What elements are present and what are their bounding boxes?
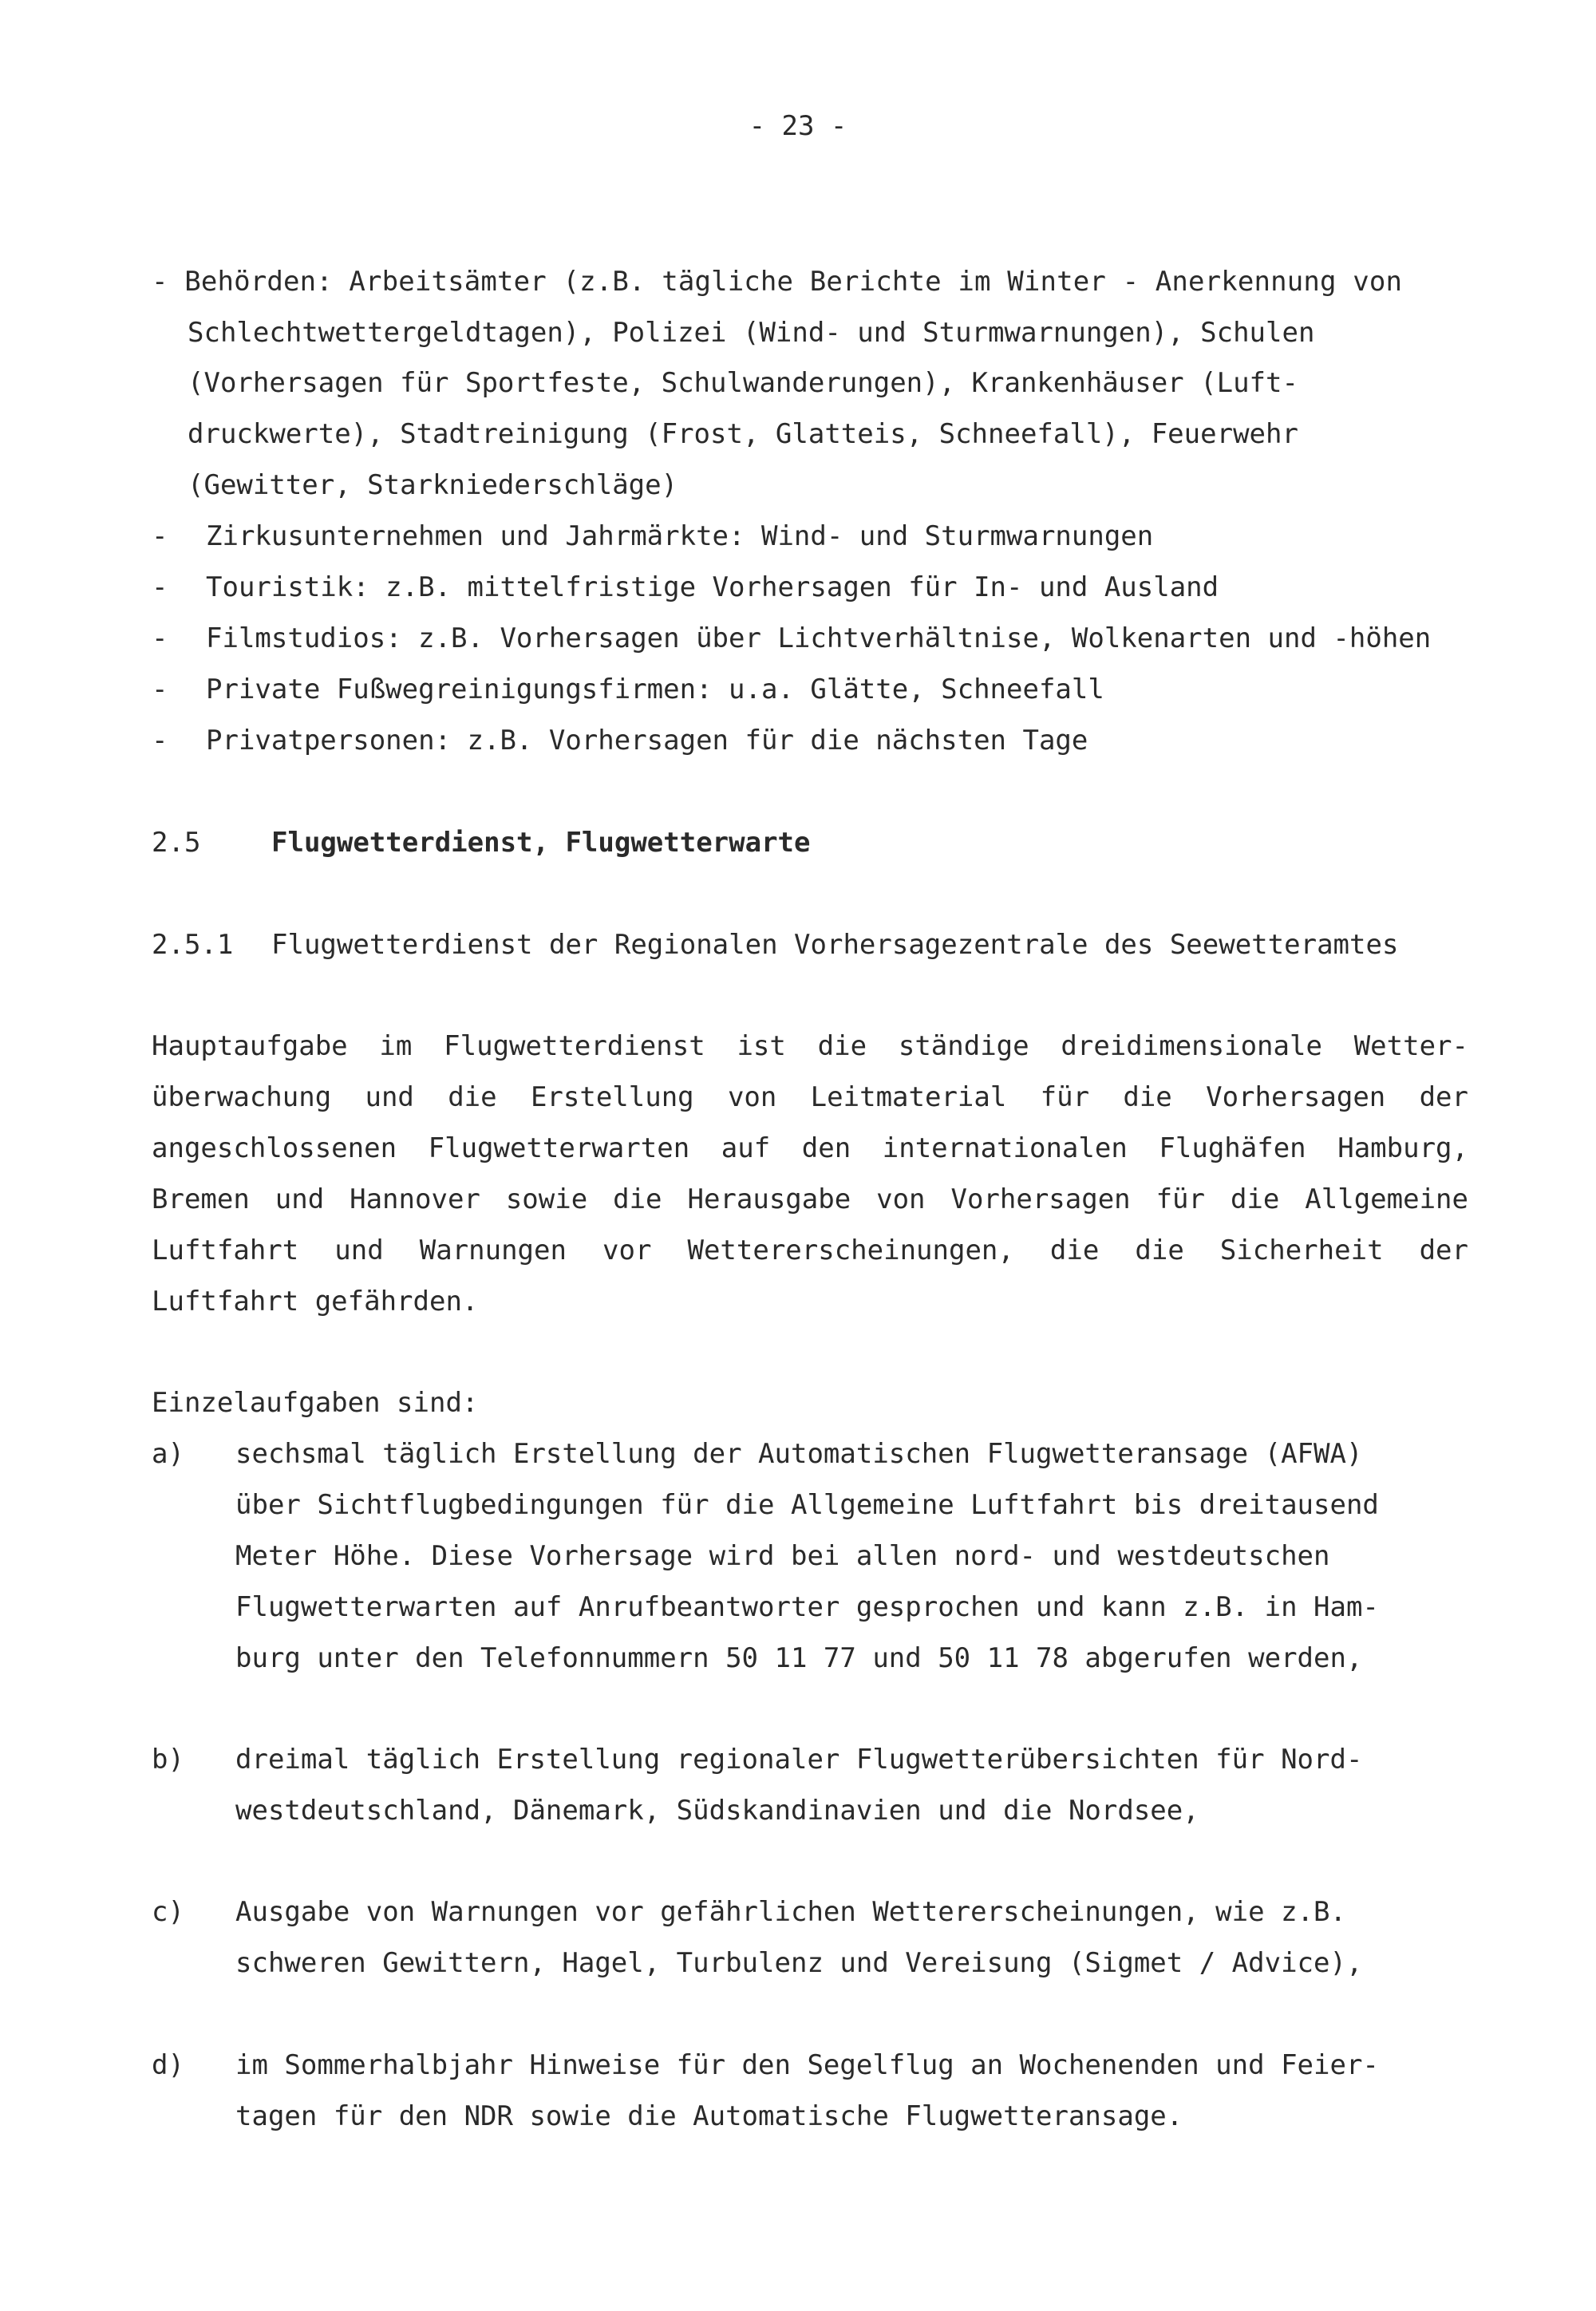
list-dash: - xyxy=(152,520,168,552)
task-line: im Sommerhalbjahr Hinweise für den Segelflug an Wochenenden und Feier- xyxy=(235,2049,1379,2081)
list-item-line: druckwerte), Stadtreinigung (Frost, Glatteis, Schneefall), Feuerwehr xyxy=(188,418,1298,450)
task-label: d) xyxy=(152,2049,184,2081)
task-line: Flugwetterwarten auf Anrufbeantworter gesprochen und kann z.B. in Ham- xyxy=(235,1591,1379,1623)
section-number: 2.5.1 xyxy=(152,929,234,961)
list-dash: - xyxy=(152,571,168,603)
task-line: über Sichtflugbedingungen für die Allgemeine Luftfahrt bis dreitausend xyxy=(235,1489,1379,1521)
section-title: Flugwetterdienst der Regionalen Vorhersagezentrale des Seewetteramtes xyxy=(271,929,1399,961)
list-item-line: - Behörden: Arbeitsämter (z.B. tägliche Berichte im Winter - Anerkennung von xyxy=(152,266,1403,298)
list-item-text: Private Fußwegreinigungsfirmen: u.a. Glätte, Schneefall xyxy=(206,674,1104,705)
task-label: b) xyxy=(152,1744,184,1776)
list-item-line: (Gewitter, Starkniederschläge) xyxy=(188,469,678,501)
list-dash: - xyxy=(152,674,168,705)
task-line: westdeutschland, Dänemark, Südskandinavien und die Nordsee, xyxy=(235,1795,1199,1827)
task-line: burg unter den Telefonnummern 50 11 77 und 50 11 78 abgerufen werden, xyxy=(235,1642,1363,1674)
task-line: dreimal täglich Erstellung regionaler Flugwetterübersichten für Nord- xyxy=(235,1744,1363,1776)
paragraph-line: Hauptaufgabe im Flugwetterdienst ist die ständige dreidimensionale Wetter- xyxy=(152,1030,1468,1062)
list-item-text: Filmstudios: z.B. Vorhersagen über Lichtverhältnise, Wolkenarten und -höhen xyxy=(206,622,1432,654)
list-item-line: (Vorhersagen für Sportfeste, Schulwanderungen), Krankenhäuser (Luft- xyxy=(188,367,1298,399)
list-dash: - xyxy=(152,622,168,654)
paragraph-line: Bremen und Hannover sowie die Herausgabe von Vorhersagen für die Allgemeine xyxy=(152,1183,1468,1215)
list-item-text: Zirkusunternehmen und Jahrmärkte: Wind- und Sturmwarnungen xyxy=(206,520,1154,552)
task-label: a) xyxy=(152,1438,184,1470)
tasks-heading: Einzelaufgaben sind: xyxy=(152,1387,479,1419)
list-item-text: Privatpersonen: z.B. Vorhersagen für die nächsten Tage xyxy=(206,725,1088,757)
task-line: schweren Gewittern, Hagel, Turbulenz und Vereisung (Sigmet / Advice), xyxy=(235,1947,1363,1979)
list-item-text: Touristik: z.B. mittelfristige Vorhersagen für In- und Ausland xyxy=(206,571,1219,603)
paragraph-line: Luftfahrt gefährden. xyxy=(152,1286,479,1317)
task-line: tagen für den NDR sowie die Automatische Flugwetteransage. xyxy=(235,2100,1183,2132)
task-label: c) xyxy=(152,1896,184,1928)
paragraph-line: angeschlossenen Flugwetterwarten auf den internationalen Flughäfen Hamburg, xyxy=(152,1132,1468,1164)
task-line: Meter Höhe. Diese Vorhersage wird bei allen nord- und westdeutschen xyxy=(235,1540,1330,1572)
section-number: 2.5 xyxy=(152,827,201,859)
list-item-line: Schlechtwettergeldtagen), Polizei (Wind- und Sturmwarnungen), Schulen xyxy=(188,317,1315,349)
list-dash: - xyxy=(152,725,168,757)
task-line: Ausgabe von Warnungen vor gefährlichen Wettererscheinungen, wie z.B. xyxy=(235,1896,1346,1928)
paragraph-line: überwachung und die Erstellung von Leitmaterial für die Vorhersagen der xyxy=(152,1081,1468,1113)
paragraph-line: Luftfahrt und Warnungen vor Wettererscheinungen, die die Sicherheit der xyxy=(152,1235,1468,1266)
page-number: - 23 - xyxy=(749,110,847,142)
section-title: Flugwetterdienst, Flugwetterwarte xyxy=(271,827,811,859)
task-line: sechsmal täglich Erstellung der Automatischen Flugwetteransage (AFWA) xyxy=(235,1438,1363,1470)
